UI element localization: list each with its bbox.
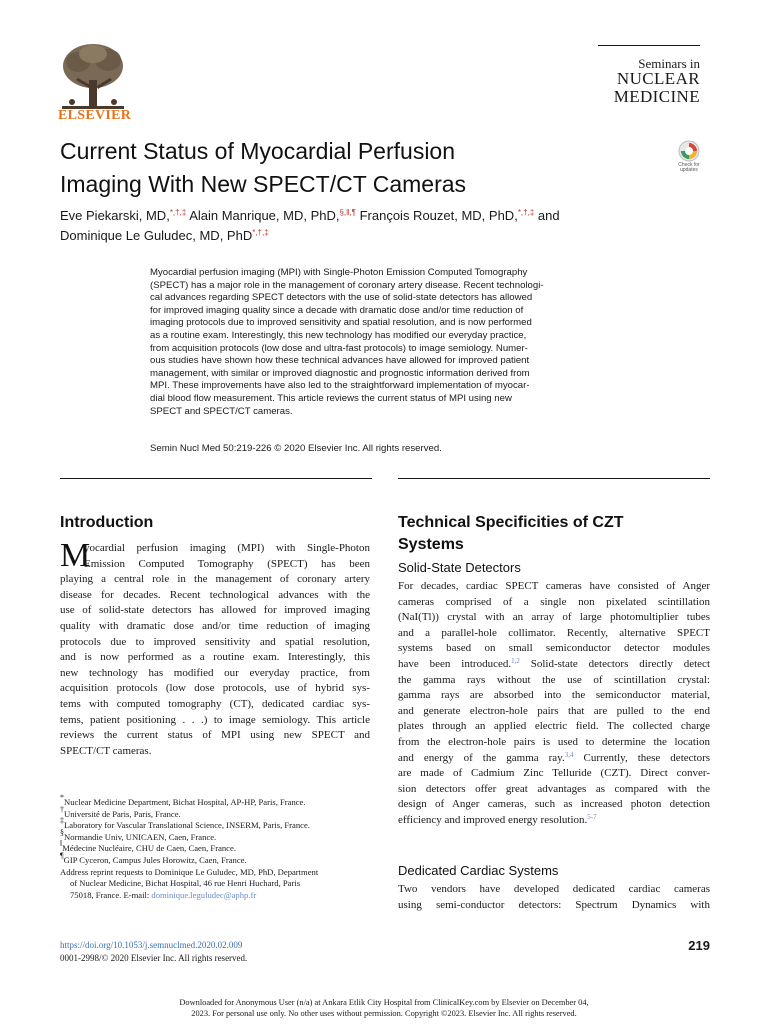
body-line: design of Anger cameras, such as increased photon detection	[398, 798, 710, 811]
author-affiliation-marks: §,‖,¶	[339, 208, 356, 217]
dedicated-cardiac-heading: Dedicated Cardiac Systems	[398, 863, 559, 878]
footnote: §Normandie Univ, UNICAEN, Caen, France.	[60, 827, 217, 842]
body-line: Emission Computed Tomography (SPECT) has been	[84, 557, 370, 570]
issn-copyright: 0001-2998/© 2020 Elsevier Inc. All rights reserved.	[60, 953, 248, 963]
journal-name-line1: Seminars in	[638, 56, 700, 71]
introduction-heading: Introduction	[60, 514, 154, 531]
body-line: Two vendors have developed dedicated cardiac cameras	[398, 883, 710, 895]
body-line: tems with computed tomography (CT), dedicated cardiac sys-	[60, 697, 370, 710]
body-line: acquisition protocols (low dose protocols, use of hybrid sys-	[60, 682, 370, 695]
abstract-line: management, with similar or improved diagnostic and prognostic information derived from	[150, 367, 530, 379]
reprint-note-line: Address reprint requests to Dominique Le Guludec, MD, PhD, Department	[60, 866, 319, 877]
body-line: have been introduced.$^{1,2}$ Solid-state detectors directly detect	[398, 656, 710, 670]
publisher-name: ELSEVIER	[58, 108, 132, 123]
body-line: from the electron-hole pairs is used to determine the location	[398, 735, 710, 748]
body-line: and is now performed as a routine exam. Interestingly, this	[60, 651, 370, 664]
abstract-line: cal advances regarding SPECT detectors with the use of solid-state detectors has allowed	[150, 292, 533, 304]
body-line: use of solid-state detectors has allowed for improved imaging	[60, 604, 370, 617]
abstract-line: dial blood flow measurement. This article reviews the current status of MPI using new	[150, 392, 512, 404]
reference-link[interactable]: 3,4	[564, 750, 574, 759]
body-line: and a parallel-hole collimator. Recently, alternative SPECT	[398, 626, 710, 639]
journal-rule	[598, 45, 700, 46]
body-line: using semi-conductor detectors: Spectrum Dynamics with	[398, 898, 710, 911]
author-name: Eve Piekarski, MD,	[60, 208, 170, 223]
introduction-body	[60, 572, 370, 759]
reprint-note-line: 75018, France. E-mail: dominique.leguludec@aphp.fr	[70, 889, 257, 900]
section-rule-left	[60, 478, 372, 479]
body-line: SPECT/CT cameras.	[60, 744, 152, 757]
download-notice-line2: 2023. For personal use only. No other uses without permission. Copyright ©2023. Elsevier Inc. All rights reserved.	[191, 1009, 577, 1018]
body-line: systems based on small semiconductor detector modules	[398, 642, 710, 655]
author-list-line2	[60, 228, 269, 243]
reference-link[interactable]: 5-7	[587, 812, 597, 821]
author-conjunction: and	[537, 208, 560, 223]
footnote: *Nuclear Medicine Department, Bichat Hospital, AP-HP, Paris, France.	[60, 793, 306, 807]
doi-link[interactable]: https://doi.org/10.1053/j.semnuclmed.2020.02.009	[60, 940, 243, 950]
body-line: sion detectors offer great advantages as compared with the	[398, 782, 710, 795]
body-line: playing a central role in the management of coronary artery	[60, 573, 370, 586]
reprint-note-line: of Nuclear Medicine, Bichat Hospital, 46 rue Henri Huchard, Paris	[70, 878, 301, 889]
technical-heading-line1: Technical Specificities of CZT	[398, 514, 624, 531]
solid-state-heading: Solid-State Detectors	[398, 560, 521, 575]
abstract-line: SPECT and SPECT/CT cameras.	[150, 405, 293, 417]
abstract-line: MPI. These improvements have also led to the straightforward implementation of myocar-	[150, 380, 530, 392]
footnote: ¶GIP Cyceron, Campus Jules Horowitz, Caen, France.	[60, 850, 247, 865]
footnote: ‡Laboratory for Vascular Translational Science, INSERM, Paris, France.	[60, 816, 310, 831]
check-for-updates-label: Check for updates	[678, 162, 700, 173]
author-affiliation-marks: *,†,‡	[517, 208, 535, 217]
body-line: (NaI(Tl)) crystal with an array of large photomultiplier tubes	[398, 611, 710, 624]
body-line: protocols due to improved sensitivity and spatial resolution,	[60, 635, 370, 648]
body-line: are made of Cadmium Zinc Telluride (CZT). Direct conver-	[398, 767, 710, 780]
section-rule-right	[398, 478, 710, 479]
solid-state-body	[398, 579, 710, 829]
body-line: and energy of the gamma ray.$^{3,4}$ Currently, these detectors	[398, 750, 710, 764]
dedicated-cardiac-body	[398, 882, 710, 913]
reference-link[interactable]: 1,2	[511, 656, 520, 665]
download-notice-line1: Downloaded for Anonymous User (n/a) at Ankara Etlik City Hospital from ClinicalKey.com by Elsevier on December 04,	[179, 998, 589, 1007]
journal-name-line3: MEDICINE	[613, 87, 700, 106]
body-line: disease for decades. Recent technological advances with the	[60, 588, 370, 601]
abstract-line: Myocardial perfusion imaging (MPI) with Single-Photon Emission Computed Tomography	[150, 267, 528, 278]
author-name: Alain Manrique, MD, PhD,	[189, 208, 340, 223]
page-number: 219	[688, 938, 710, 953]
affiliation-footnotes	[60, 793, 370, 901]
body-line: gamma rays are absorbed into the semiconductor material,	[398, 689, 710, 702]
abstract-line: for improved imaging quality since a decade with dramatic dose and/or time reduction of	[150, 304, 524, 316]
introduction-first-lines	[84, 541, 370, 572]
author-name: François Rouzet, MD, PhD,	[359, 208, 518, 223]
abstract	[150, 267, 616, 418]
footnote: ‖Médecine Nucléaire, CHU de Caen, Caen, France.	[60, 839, 236, 854]
email-link[interactable]: dominique.leguludec@aphp.fr	[151, 889, 257, 900]
body-line: the gamma rays without the use of scintillation crystal:	[398, 673, 710, 686]
body-line: reviews the current status of MPI using new SPECT and	[60, 729, 370, 742]
body-line: tems, patient positioning . . .) to image semiology. This article	[60, 713, 370, 726]
dropcap-letter: M	[60, 537, 91, 574]
abstract-line: as a routine exam. Interestingly, this new technology has modified our everyday practice,	[150, 329, 527, 341]
article-title-line2: Imaging With New SPECT/CT Cameras	[60, 171, 467, 197]
body-line: quality with dramatic dose and/or time reduction of imaging	[60, 619, 370, 632]
author-affiliation-marks: *,†,‡	[169, 208, 187, 217]
author-affiliation-marks: *,†,‡	[252, 228, 269, 237]
body-line: cameras comprised of a single non pixelated scintillation	[398, 595, 710, 608]
body-line: For decades, cardiac SPECT cameras have consisted of Anger	[398, 580, 710, 592]
footnote: †Université de Paris, Paris, France.	[60, 804, 181, 819]
abstract-line: (SPECT) has a major role in the management of coronary artery disease. Recent technologi-	[150, 279, 544, 291]
technical-heading-line2: Systems	[398, 536, 464, 553]
author-list-line1	[60, 208, 560, 223]
body-line: yocardial perfusion imaging (MPI) with Single-Photon	[84, 542, 370, 554]
abstract-line: ous studies have shown how these technical advances have allowed for improved patient	[150, 355, 530, 367]
body-line: plates through an applied electric field. The collected charge	[398, 720, 710, 733]
author-name: Dominique Le Guludec, MD, PhD	[60, 228, 253, 243]
abstract-line: from acquisition protocols (low dose and ultra-fast protocols) to image semiology. Numer-	[150, 342, 528, 354]
article-title-line1: Current Status of Myocardial Perfusion	[60, 138, 456, 164]
journal-name-line2: NUCLEAR	[616, 69, 700, 88]
body-line: new technology has modified our everyday practice, from	[60, 666, 370, 679]
body-line: efficiency and improved energy resolution.$^{5-7}$	[398, 812, 597, 826]
body-line: and generate electron-hole pairs that are pulled to the end	[398, 704, 710, 717]
abstract-line: imaging protocols due to improved sensitivity and spatial resolution, and is now performed	[150, 317, 532, 329]
citation-line: Semin Nucl Med 50:219-226 © 2020 Elsevier Inc. All rights reserved.	[150, 443, 442, 454]
